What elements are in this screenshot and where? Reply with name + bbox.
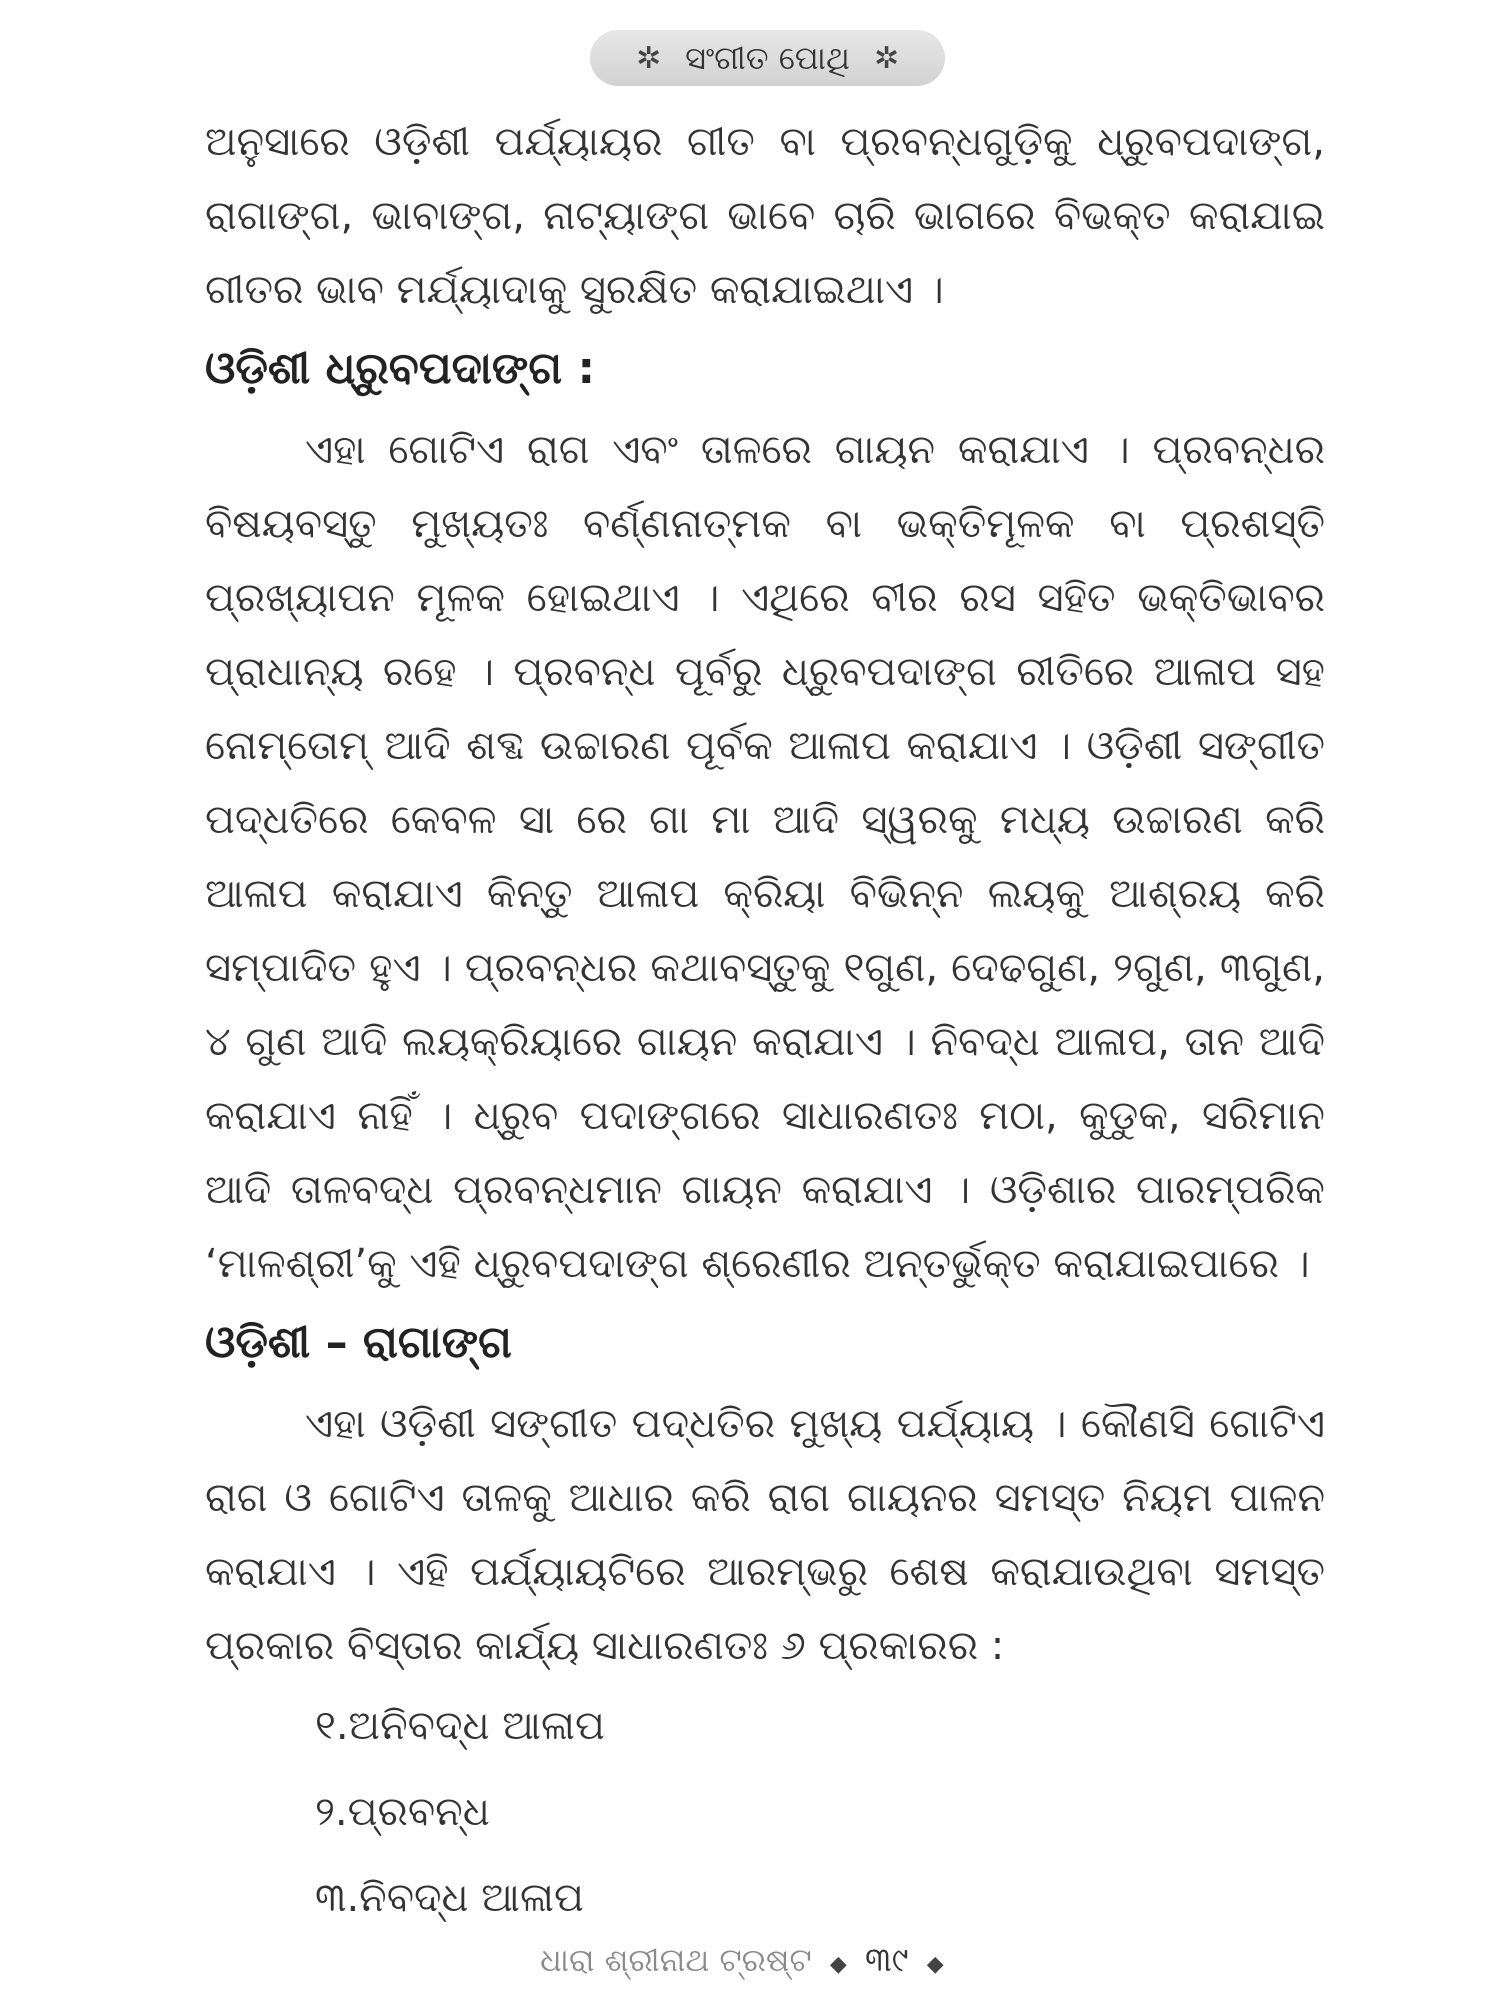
list-item: ୩.ନିବଦ୍ଧ ଆଳାପ [315, 1875, 584, 1921]
page-number: ୩୯ [864, 1940, 909, 1980]
running-header-title: ସଂଗୀତ ପୋଥି [685, 38, 850, 77]
page-body [205, 105, 1325, 1941]
elaboration-types-list [205, 1683, 1325, 1941]
bullet-right-icon: ◆ [926, 1952, 944, 1977]
bullet-left-icon: ◆ [829, 1952, 847, 1977]
section-heading-raganga: ଓଡ଼ିଶୀ – ରାଗାଙ୍ଗ [205, 1317, 512, 1368]
running-header [590, 30, 945, 86]
publisher-name: ଧାରା ଶ୍ରୀନାଥ ଟ୍ରଷ୍ଟ [540, 1941, 812, 1979]
raganga-paragraph: ଏହା ଓଡ଼ିଶୀ ସଙ୍ଗୀତ ପଦ୍ଧତିର ମୁଖ୍ୟ ପର୍ଯ୍ୟାୟ । କୌଣସି ଗୋଟିଏ ରାଗ ଓ ଗୋଟିଏ ତାଳକୁ ଆଧାର କରି ରାଗ ଗାୟନର ସମସ୍ତ ନିୟମ ପାଳନ କରାଯାଏ । ଏହି ପର୍ଯ୍ୟାୟଟିରେ ଆରମ୍ଭରୁ ଶେଷ କରାଯାଉଥିବା ସମସ୍ତ ପ୍ରକାର ବିସ୍ତାର କାର୍ଯ୍ୟ ସାଧାରଣତଃ ୬ ପ୍ରକାରର : [205, 1401, 1325, 1669]
dhruvapadanga-paragraph: ଏହା ଗୋଟିଏ ରାଗ ଏବଂ ତାଳରେ ଗାୟନ କରାଯାଏ । ପ୍ରବନ୍ଧର ବିଷୟବସ୍ତୁ ମୁଖ୍ୟତଃ ବର୍ଣ୍ଣନାତ୍ମକ ବା ଭକ୍ତିମୂଳକ ବା ପ୍ରଶସ୍ତି ପ୍ରଖ୍ୟାପନ ମୂଳକ ହୋଇଥାଏ । ଏଥିରେ ବୀର ରସ ସହିତ ଭକ୍ତିଭାବର ପ୍ରାଧାନ୍ୟ ରହେ । ପ୍ରବନ୍ଧ ପୂର୍ବରୁ ଧ୍ରୁବପଦାଙ୍ଗ ରୀତିରେ ଆଳାପ ସହ ନୋମ୍‌ତୋମ୍ ଆଦି ଶବ୍ଦ ଉଚ୍ଚାରଣ ପୂର୍ବକ ଆଳାପ କରାଯାଏ । ଓଡ଼ିଶୀ ସଙ୍ଗୀତ ପଦ୍ଧତିରେ କେବଳ ସା ରେ ଗା ମା ଆଦି ସ୍ୱରକୁ ମଧ୍ୟ ଉଚ୍ଚାରଣ କରି ଆଳାପ କରାଯାଏ କିନ୍ତୁ ଆଳାପ କ୍ରିୟା ବିଭିନ୍ନ ଲୟକୁ ଆଶ୍ରୟ କରି ସମ୍ପାଦିତ ହୁଏ । ପ୍ରବନ୍ଧର କଥାବସ୍ତୁକୁ ୧ଗୁଣ, ଦେଢଗୁଣ, ୨ଗୁଣ, ୩ଗୁଣ, ୪ ଗୁଣ ଆଦି ଲୟକ୍ରିୟାରେ ଗାୟନ କରାଯାଏ । ନିବଦ୍ଧ ଆଳାପ, ତାନ ଆଦି କରାଯାଏ ନାହିଁ । ଧ୍ରୁବ ପଦାଙ୍ଗରେ ସାଧାରଣତଃ ମଠା, କୁଡୁକ, ସରିମାନ ଆଦି ତାଳବଦ୍ଧ ପ୍ରବନ୍ଧମାନ ଗାୟନ କରାଯାଏ । ଓଡ଼ିଶାର ପାରମ୍ପରିକ ‘ମାଳଶ୍ରୀ’କୁ ଏହି ଧ୍ରୁବପଦାଙ୍ଗ ଶ୍ରେଣୀର ଅନ୍ତର୍ଭୁକ୍ତ କରାଯାଇପାରେ । [205, 427, 1325, 1287]
section-heading-dhruvapadanga: ଓଡ଼ିଶୀ ଧ୍ରୁବପଦାଙ୍ଗ : [205, 343, 596, 394]
list-item: ୧.ଅନିବଦ୍ଧ ଆଳାପ [315, 1703, 605, 1749]
ornament-left-icon: ✲ [635, 40, 662, 76]
intro-paragraph: ଅନୁସାରେ ଓଡ଼ିଶୀ ପର୍ଯ୍ୟାୟର ଗୀତ ବା ପ୍ରବନ୍ଧଗୁଡ଼ିକୁ ଧ୍ରୁବପଦାଙ୍ଗ, ରାଗାଙ୍ଗ, ଭାବାଙ୍ଗ, ନାଟ୍ୟାଙ୍ଗ ଭାବେ ଚାରି ଭାଗରେ ବିଭକ୍ତ କରାଯାଇ ଗୀତର ଭାବ ମର୍ଯ୍ୟାଦାକୁ ସୁରକ୍ଷିତ କରାଯାଇଥାଏ । [205, 119, 1325, 313]
page-footer [540, 1940, 952, 1980]
list-item: ୨.ପ୍ରବନ୍ଧ [315, 1789, 490, 1835]
ornament-right-icon: ✲ [873, 40, 900, 76]
